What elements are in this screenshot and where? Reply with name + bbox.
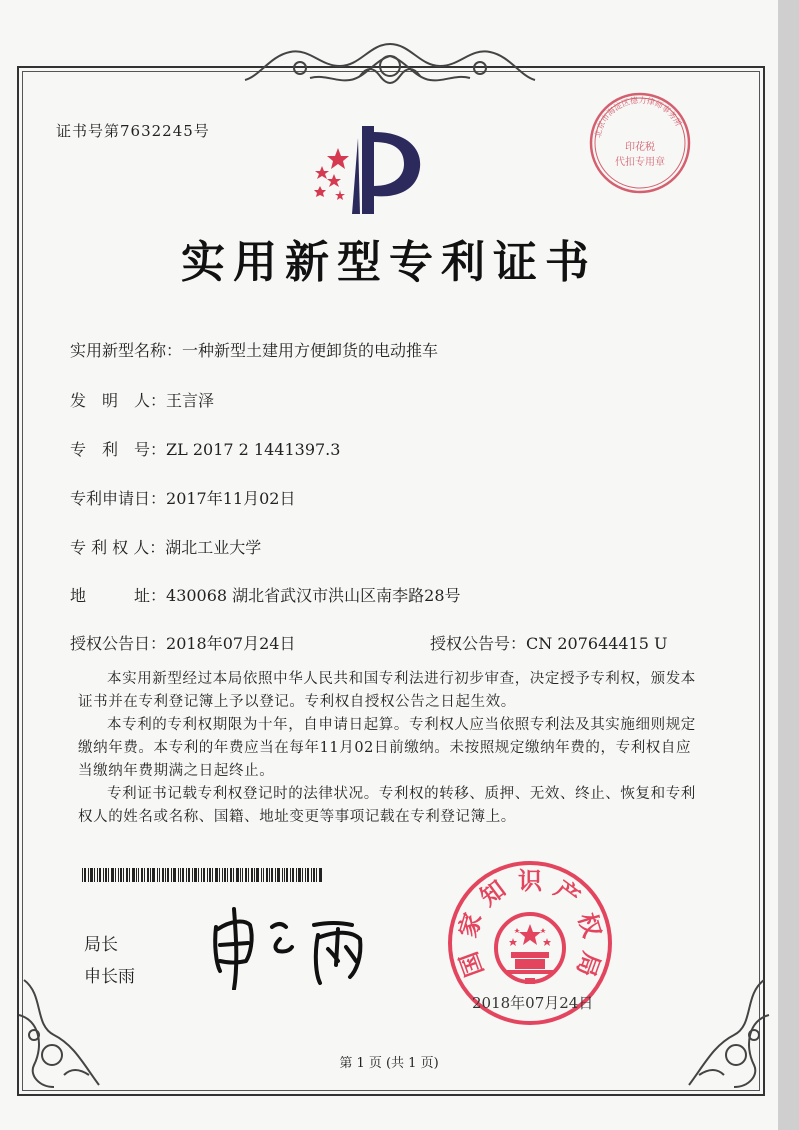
seal-date: 2018年07月24日 xyxy=(472,994,594,1012)
certificate-body xyxy=(78,668,700,829)
seal-char: 家 xyxy=(453,909,488,941)
tax-stamp-line2: 代扣专用章 xyxy=(615,157,665,168)
top-ornament xyxy=(240,36,540,94)
patent-office-emblem-icon xyxy=(300,118,430,218)
seal-char: 权 xyxy=(572,909,607,941)
field-grant-date: 授权公告日：2018年07月24日 xyxy=(70,634,296,653)
seal-char: 知 xyxy=(475,874,511,912)
tax-stamp-line1: 印花税 xyxy=(625,142,655,153)
field-patentee: 专 利 权 人：湖北工业大学 xyxy=(70,538,262,557)
body-paragraph: 本专利的专利权期限为十年，自申请日起算。专利权人应当依照专利法及其实施细则规定缴纳年费。本专利的年费应当在每年11月02日前缴纳。未按照规定缴纳年费的，专利权自应当缴纳年费期满之日起终止。 xyxy=(78,717,696,779)
director-title: 局长 xyxy=(84,935,118,955)
seal-char: 识 xyxy=(518,867,542,895)
seal-char: 产 xyxy=(549,874,585,912)
field-inventor: 发 明 人：王言泽 xyxy=(70,391,215,410)
field-patent-number: 专 利 号：ZL 2017 2 1441397.3 xyxy=(70,440,341,459)
tax-stamp-arc: 北京市海淀区德力律师事务所 xyxy=(593,95,683,139)
body-paragraph: 本实用新型经过本局依照中华人民共和国专利法进行初步审查，决定授予专利权，颁发本证书并在专利登记簿上予以登记。专利权自授权公告之日起生效。 xyxy=(78,671,696,710)
field-name: 实用新型名称：一种新型土建用方便卸货的电动推车 xyxy=(70,341,439,360)
seal-char: 局 xyxy=(571,948,606,981)
field-address: 地 址：430068 湖北省武汉市洪山区南李路28号 xyxy=(70,586,461,605)
tax-stamp xyxy=(585,88,695,198)
page-number: 第 1 页 (共 1 页) xyxy=(339,1056,439,1071)
director-signature xyxy=(210,905,385,990)
body-paragraph: 专利证书记载专利权登记时的法律状况。专利权的转移、质押、无效、终止、恢复和专利权人的姓名或名称、国籍、地址变更等事项记载在专利登记簿上。 xyxy=(78,786,696,825)
bottom-right-ornament xyxy=(674,975,774,1095)
svg-text:北京市海淀区德力律师事务所 xyxy=(592,95,684,139)
director-name: 申长雨 xyxy=(84,967,135,987)
inner-border xyxy=(22,71,760,1091)
barcode xyxy=(82,868,322,882)
certificate-number: 证书号第7632245号 xyxy=(56,122,210,140)
field-announcement-number: 授权公告号：CN 207644415 U xyxy=(430,634,668,653)
bottom-left-ornament xyxy=(14,975,104,1095)
field-filing-date: 专利申请日：2017年11月02日 xyxy=(70,489,296,508)
certificate-title: 实用新型专利证书 xyxy=(181,237,597,288)
seal-char: 国 xyxy=(454,948,489,981)
page-edge xyxy=(778,0,799,1130)
